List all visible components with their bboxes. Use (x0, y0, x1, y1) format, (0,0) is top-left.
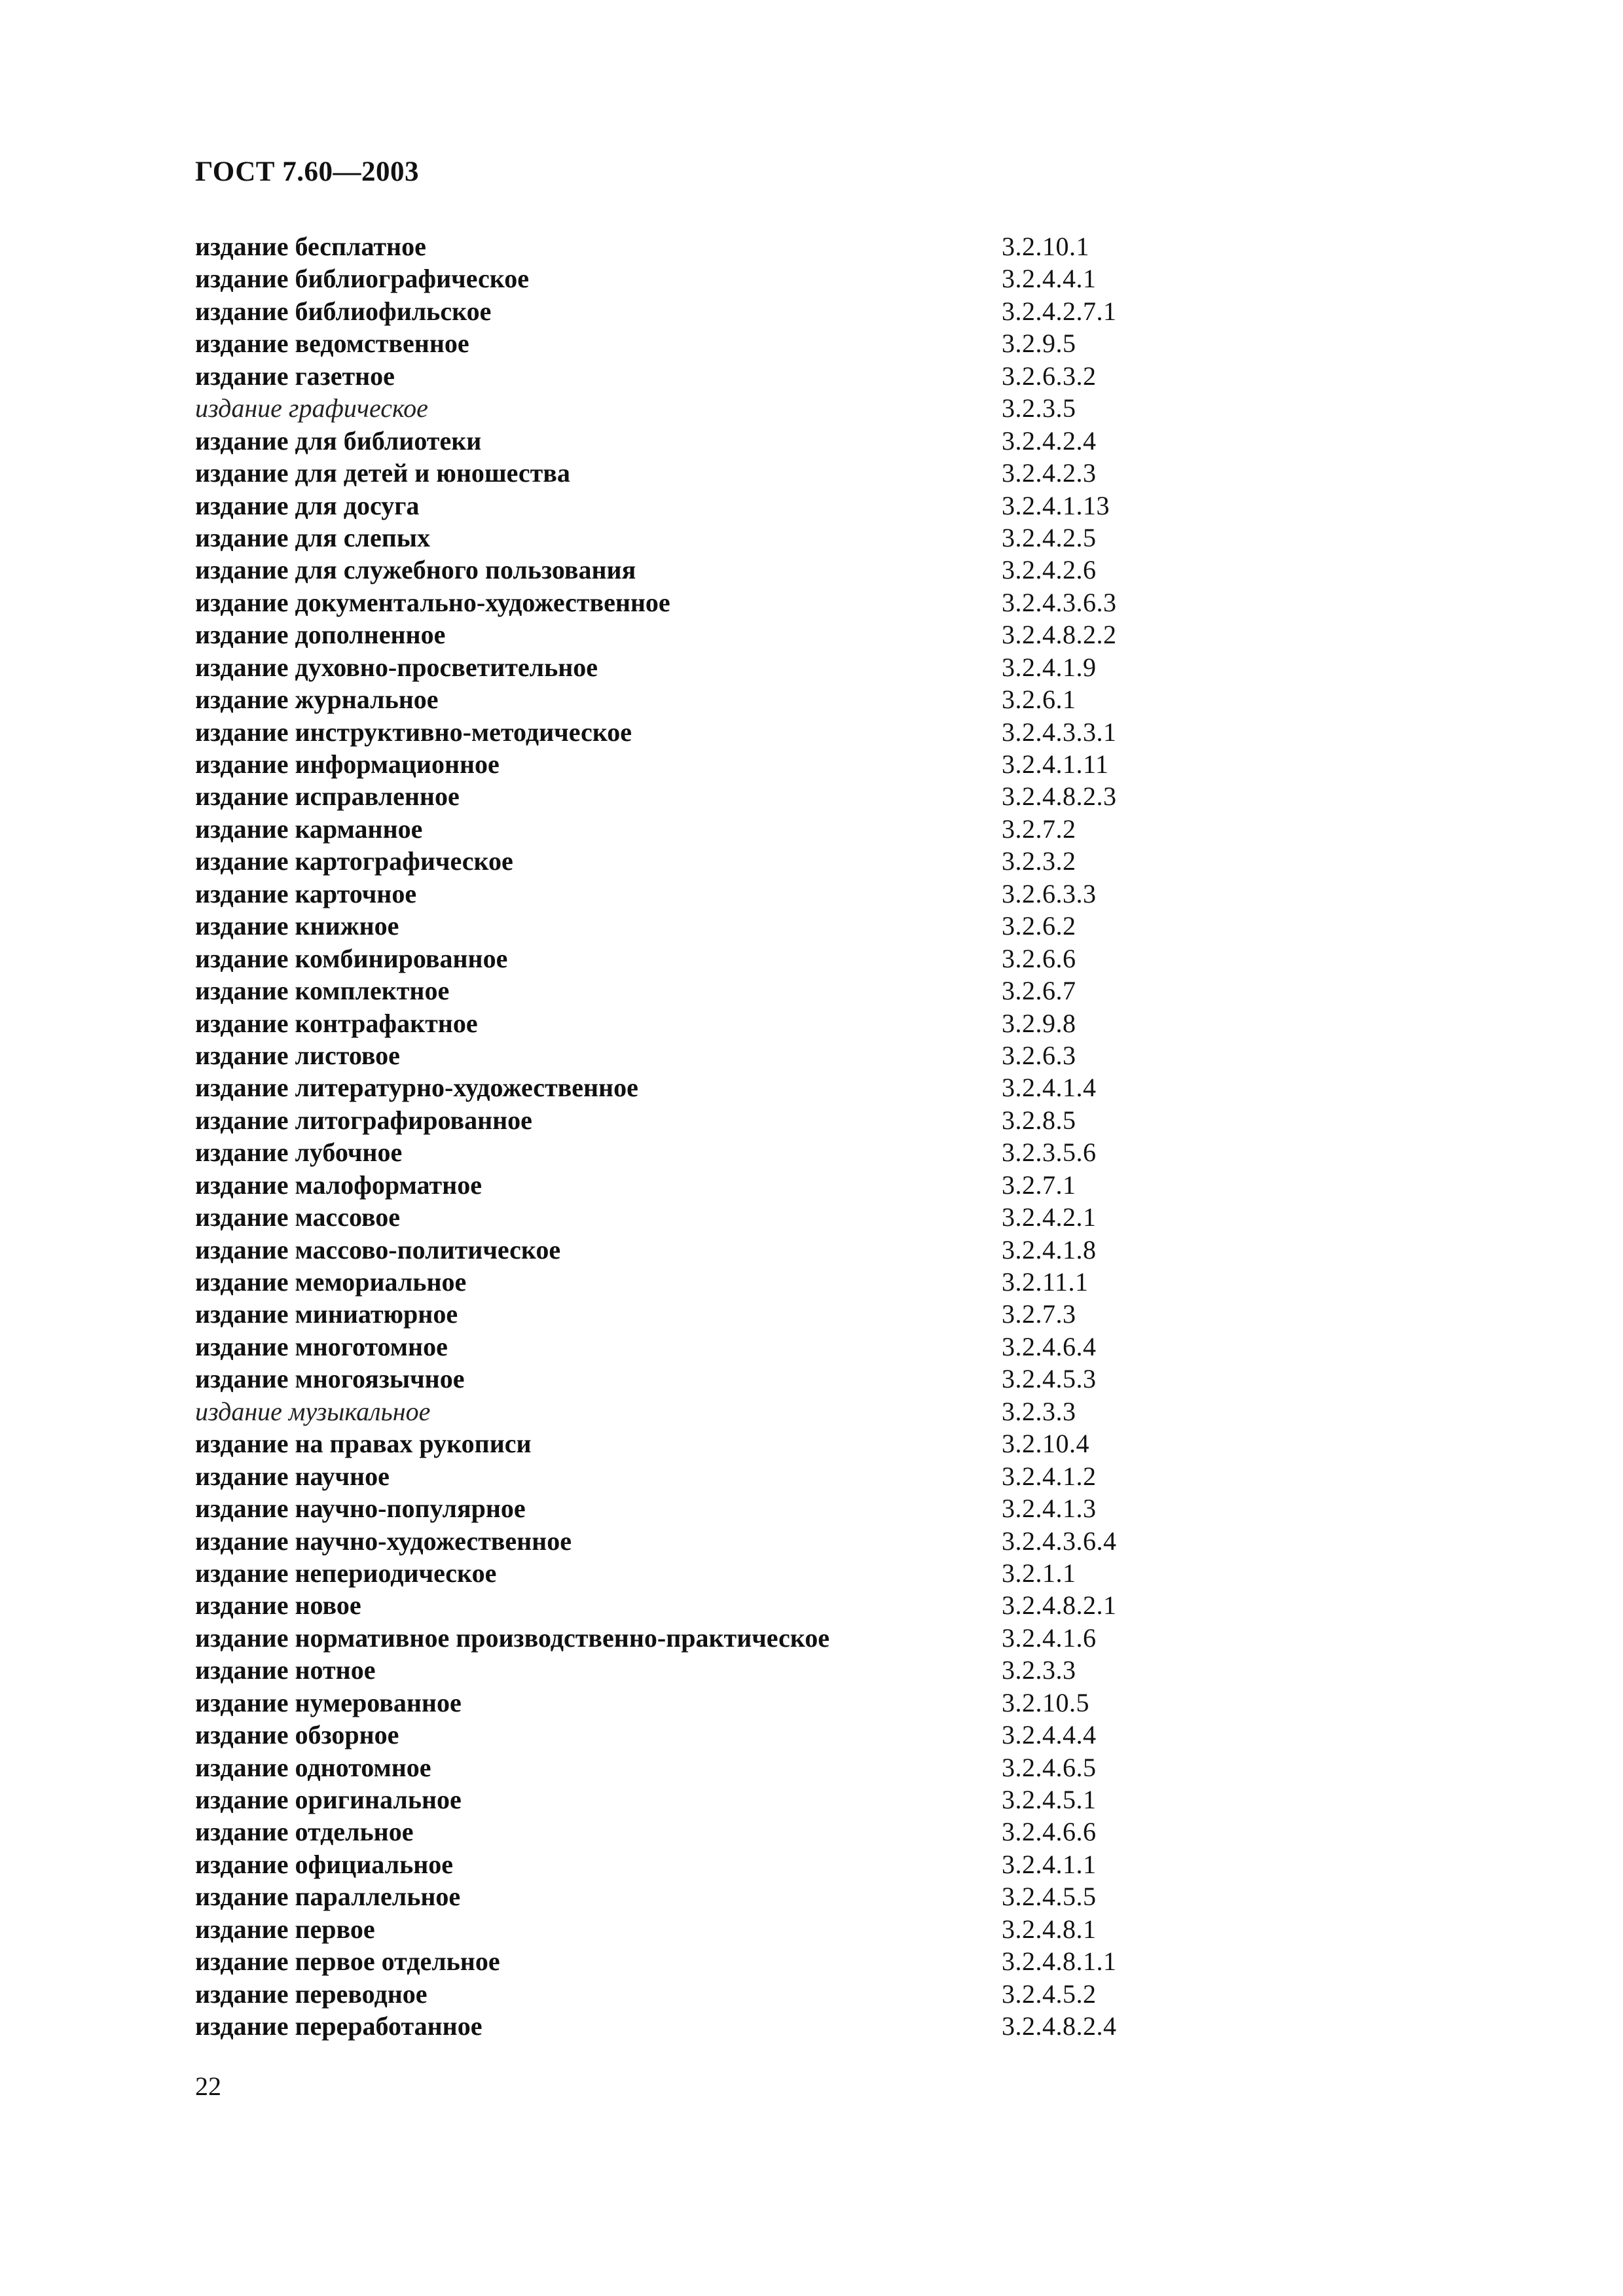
index-section-ref: 3.2.11.1 (1002, 1267, 1089, 1297)
index-term: издание переводное (195, 1979, 428, 2009)
index-entry (195, 619, 1374, 651)
index-term: издание журнальное (195, 685, 439, 715)
index-section-ref: 3.2.4.1.3 (1002, 1494, 1097, 1524)
index-entry (195, 1784, 1374, 1816)
index-term: издание дополненное (195, 620, 446, 650)
index-entry (195, 1169, 1374, 1201)
index-term: издание документально-художественное (195, 587, 670, 617)
index-section-ref: 3.2.6.7 (1002, 976, 1076, 1006)
index-entry (195, 586, 1374, 619)
index-entry (195, 2010, 1374, 2042)
index-section-ref: 3.2.3.3 (1002, 1396, 1076, 1426)
index-term: издание параллельное (195, 1882, 461, 1912)
index-section-ref: 3.2.6.3 (1002, 1040, 1076, 1070)
index-entry (195, 1395, 1374, 1427)
index-entry (195, 1654, 1374, 1686)
index-section-ref: 3.2.4.8.2.2 (1002, 620, 1117, 650)
index-term: издание духовно-просветительное (195, 652, 598, 682)
index-entry (195, 683, 1374, 715)
index-section-ref: 3.2.3.2 (1002, 846, 1076, 876)
index-section-ref: 3.2.9.8 (1002, 1008, 1076, 1038)
index-term: издание библиофильское (195, 296, 492, 326)
index-section-ref: 3.2.4.8.2.3 (1002, 781, 1117, 812)
index-section-ref: 3.2.7.2 (1002, 814, 1076, 844)
index-entry (195, 522, 1374, 554)
index-section-ref: 3.2.6.1 (1002, 685, 1076, 715)
index-entry (195, 1816, 1374, 1848)
index-section-ref: 3.2.4.6.4 (1002, 1331, 1097, 1361)
index-entry (195, 262, 1374, 295)
index-entry (195, 295, 1374, 327)
index-section-ref: 3.2.6.2 (1002, 911, 1076, 941)
index-section-ref: 3.2.10.5 (1002, 1687, 1089, 1717)
index-term: издание для служебного пользования (195, 555, 636, 585)
index-section-ref: 3.2.4.2.7.1 (1002, 296, 1117, 326)
index-term: издание обзорное (195, 1720, 399, 1750)
index-entry (195, 1557, 1374, 1589)
index-entry (195, 425, 1374, 457)
index-entry (195, 910, 1374, 942)
index-entry (195, 845, 1374, 877)
index-section-ref: 3.2.4.2.5 (1002, 522, 1097, 552)
index-entry (195, 1266, 1374, 1298)
index-entry (195, 1427, 1374, 1460)
index-term: издание карманное (195, 814, 423, 844)
index-section-ref: 3.2.4.2.1 (1002, 1202, 1097, 1232)
index-term: издание на правах рукописи (195, 1429, 532, 1459)
index-section-ref: 3.2.4.4.1 (1002, 264, 1097, 294)
index-section-ref: 3.2.4.1.11 (1002, 749, 1109, 779)
index-term: издание массовое (195, 1202, 401, 1232)
index-term: издание для библиотеки (195, 425, 482, 456)
index-section-ref: 3.2.4.1.2 (1002, 1461, 1097, 1491)
index-term: издание бесплатное (195, 232, 426, 261)
index-term: издание для слепых (195, 522, 431, 552)
index-entry (195, 1945, 1374, 1977)
index-term: издание комплектное (195, 976, 450, 1006)
index-term: издание листовое (195, 1040, 400, 1070)
index-section-ref: 3.2.4.3.3.1 (1002, 717, 1117, 747)
index-entry (195, 1751, 1374, 1784)
index-section-ref: 3.2.4.1.1 (1002, 1849, 1097, 1879)
index-section-ref: 3.2.4.2.4 (1002, 425, 1097, 456)
index-term: издание нумерованное (195, 1687, 462, 1717)
index-term: издание инструктивно-методическое (195, 717, 632, 747)
index-entry (195, 1201, 1374, 1233)
index-term: издание нормативное производственно-практическое (195, 1623, 830, 1653)
index-term: издание переработанное (195, 2011, 483, 2041)
page-number: 22 (195, 2072, 221, 2101)
index-term: издание однотомное (195, 1752, 431, 1782)
index-entry (195, 554, 1374, 586)
index-entry (195, 1525, 1374, 1557)
index-section-ref: 3.2.4.2.6 (1002, 555, 1097, 585)
index-section-ref: 3.2.4.5.3 (1002, 1364, 1097, 1394)
index-section-ref: 3.2.6.6 (1002, 943, 1076, 973)
index-section-ref: 3.2.4.1.8 (1002, 1234, 1097, 1265)
index-entry (195, 1880, 1374, 1912)
index-section-ref: 3.2.4.1.4 (1002, 1073, 1097, 1103)
index-entry (195, 813, 1374, 845)
index-section-ref: 3.2.6.3.2 (1002, 361, 1097, 391)
index-term: издание графическое (195, 393, 428, 423)
index-term: издание карточное (195, 878, 417, 908)
index-section-ref: 3.2.10.1 (1002, 232, 1089, 261)
index-term: издание исправленное (195, 781, 460, 812)
index-entry (195, 975, 1374, 1007)
index-term: издание литографированное (195, 1105, 532, 1135)
term-index-list (195, 230, 1374, 2043)
index-term: издание библиографическое (195, 264, 529, 294)
index-entry (195, 1104, 1374, 1136)
index-entry (195, 1234, 1374, 1266)
index-entry (195, 1687, 1374, 1719)
index-section-ref: 3.2.4.6.6 (1002, 1817, 1097, 1847)
index-entry (195, 1363, 1374, 1395)
index-term: издание отдельное (195, 1817, 414, 1847)
index-entry (195, 1622, 1374, 1654)
index-term: издание комбинированное (195, 943, 508, 973)
index-term: издание музыкальное (195, 1396, 431, 1426)
index-entry (195, 1913, 1374, 1945)
index-section-ref: 3.2.4.4.4 (1002, 1720, 1097, 1750)
index-section-ref: 3.2.4.1.13 (1002, 490, 1110, 520)
index-entry (195, 327, 1374, 359)
index-term: издание книжное (195, 911, 399, 941)
index-section-ref: 3.2.4.1.9 (1002, 652, 1097, 682)
index-entry (195, 748, 1374, 780)
index-entry (195, 716, 1374, 748)
index-entry (195, 230, 1374, 262)
index-entry (195, 651, 1374, 683)
index-term: издание литературно-художественное (195, 1073, 638, 1103)
index-term: издание миниатюрное (195, 1299, 458, 1329)
index-entry (195, 1719, 1374, 1751)
index-term: издание мемориальное (195, 1267, 467, 1297)
index-term: издание для досуга (195, 490, 420, 520)
index-term: издание информационное (195, 749, 500, 779)
index-section-ref: 3.2.1.1 (1002, 1558, 1076, 1588)
index-term: издание картографическое (195, 846, 513, 876)
index-section-ref: 3.2.4.8.2.1 (1002, 1590, 1117, 1621)
index-section-ref: 3.2.7.1 (1002, 1170, 1076, 1200)
index-section-ref: 3.2.4.8.1 (1002, 1914, 1097, 1944)
index-entry (195, 360, 1374, 392)
index-section-ref: 3.2.4.1.6 (1002, 1623, 1097, 1653)
index-section-ref: 3.2.4.5.1 (1002, 1785, 1097, 1814)
index-entry (195, 1298, 1374, 1330)
index-section-ref: 3.2.7.3 (1002, 1299, 1076, 1329)
index-entry (195, 1007, 1374, 1039)
index-term: издание официальное (195, 1849, 454, 1879)
index-section-ref: 3.2.4.8.1.1 (1002, 1946, 1117, 1977)
index-entry (195, 1589, 1374, 1621)
index-section-ref: 3.2.8.5 (1002, 1105, 1076, 1135)
index-section-ref: 3.2.3.3 (1002, 1655, 1076, 1685)
index-term: издание оригинальное (195, 1785, 462, 1814)
index-term: издание лубочное (195, 1138, 403, 1168)
index-section-ref: 3.2.3.5 (1002, 393, 1076, 423)
index-entry (195, 878, 1374, 910)
index-term: издание нотное (195, 1655, 376, 1685)
index-entry (195, 1492, 1374, 1524)
index-term: издание первое (195, 1914, 375, 1944)
index-term: издание новое (195, 1590, 361, 1621)
index-section-ref: 3.2.4.6.5 (1002, 1752, 1097, 1782)
index-entry (195, 1136, 1374, 1168)
index-section-ref: 3.2.4.5.2 (1002, 1979, 1097, 2009)
index-term: издание ведомственное (195, 329, 469, 359)
index-term: издание многотомное (195, 1331, 448, 1361)
index-term: издание научно-популярное (195, 1494, 526, 1524)
index-entry (195, 457, 1374, 489)
index-term: издание для детей и юношества (195, 458, 570, 488)
index-entry (195, 1978, 1374, 2010)
index-entry (195, 780, 1374, 812)
index-term: издание первое отдельное (195, 1946, 500, 1977)
index-term: издание контрафактное (195, 1008, 478, 1038)
index-section-ref: 3.2.6.3.3 (1002, 878, 1097, 908)
index-entry (195, 392, 1374, 424)
index-entry (195, 1071, 1374, 1103)
index-term: издание массово-политическое (195, 1234, 561, 1265)
document-header: ГОСТ 7.60—2003 (195, 156, 419, 187)
index-entry (195, 1460, 1374, 1492)
index-entry (195, 490, 1374, 522)
index-section-ref: 3.2.4.2.3 (1002, 458, 1097, 488)
index-section-ref: 3.2.4.8.2.4 (1002, 2011, 1117, 2041)
index-section-ref: 3.2.4.3.6.4 (1002, 1526, 1117, 1556)
index-term: издание непериодическое (195, 1558, 497, 1588)
index-term: издание научное (195, 1461, 390, 1491)
index-section-ref: 3.2.10.4 (1002, 1429, 1089, 1459)
index-term: издание многоязычное (195, 1364, 465, 1394)
index-section-ref: 3.2.3.5.6 (1002, 1138, 1097, 1168)
index-term: издание газетное (195, 361, 395, 391)
index-entry (195, 942, 1374, 975)
index-entry (195, 1848, 1374, 1880)
index-section-ref: 3.2.9.5 (1002, 329, 1076, 359)
index-section-ref: 3.2.4.5.5 (1002, 1882, 1097, 1912)
index-entry (195, 1039, 1374, 1071)
index-entry (195, 1331, 1374, 1363)
index-term: издание научно-художественное (195, 1526, 572, 1556)
index-section-ref: 3.2.4.3.6.3 (1002, 587, 1117, 617)
index-term: издание малоформатное (195, 1170, 482, 1200)
